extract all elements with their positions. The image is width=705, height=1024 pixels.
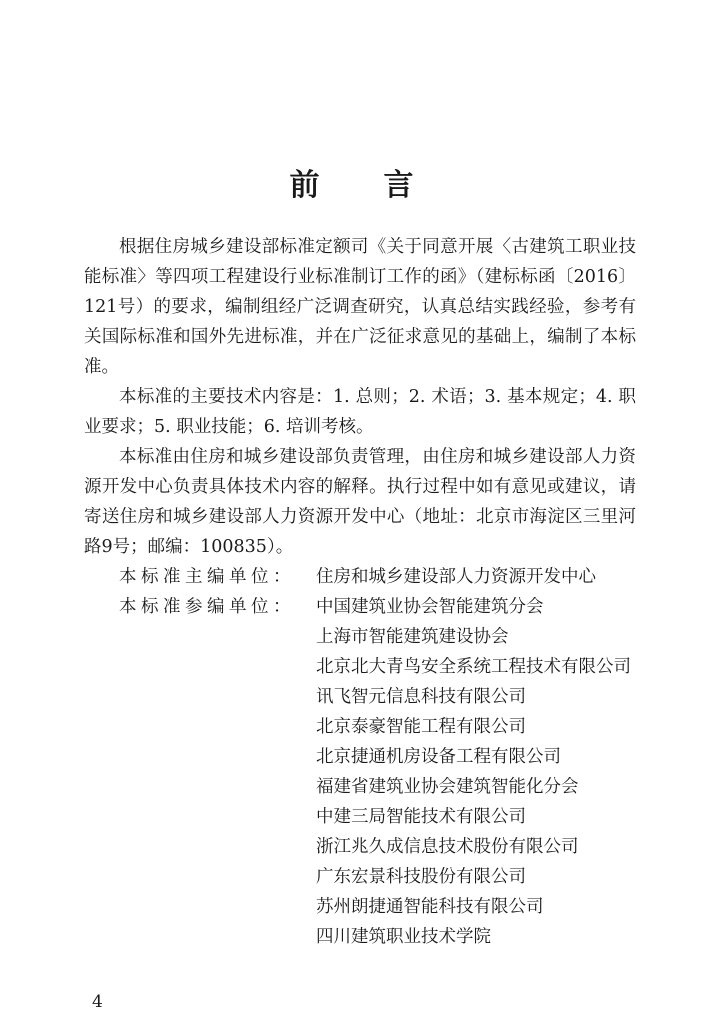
paragraph-contents: 本标准的主要技术内容是：1. 总则；2. 术语；3. 基本规定；4. 职业要求；5. 职业技能；6. 培训考核。 bbox=[84, 387, 636, 437]
page-title bbox=[0, 160, 705, 204]
participating-unit: 广东宏景科技股份有限公司 bbox=[316, 867, 526, 887]
page-number: 4 bbox=[92, 992, 103, 1012]
participating-units-row bbox=[84, 592, 636, 952]
title-char-2: 言 bbox=[383, 168, 416, 203]
participating-unit: 北京北大青鸟安全系统工程技术有限公司 bbox=[316, 657, 631, 677]
participating-unit: 福建省建筑业协会建筑智能化分会 bbox=[316, 777, 579, 797]
participating-unit: 四川建筑职业技术学院 bbox=[316, 927, 491, 947]
participating-unit: 讯飞智元信息科技有限公司 bbox=[316, 687, 526, 707]
participating-unit: 北京泰豪智能工程有限公司 bbox=[316, 717, 526, 737]
units-section bbox=[84, 562, 636, 952]
paragraph-management: 本标准由住房和城乡建设部负责管理，由住房和城乡建设部人力资源开发中心负责具体技术内容的解释。执行过程中如有意见或建议，请寄送住房和城乡建设部人力资源开发中心（地址：北京市海淀区三里河路9号；邮编：100835）。 bbox=[84, 447, 636, 557]
participating-unit: 中国建筑业协会智能建筑分会 bbox=[316, 597, 544, 617]
title-char-1: 前 bbox=[289, 168, 322, 203]
participating-unit: 北京捷通机房设备工程有限公司 bbox=[316, 747, 561, 767]
chief-unit-row bbox=[84, 562, 636, 592]
chief-unit-name: 住房和城乡建设部人力资源开发中心 bbox=[316, 567, 596, 587]
participating-units-list bbox=[316, 592, 636, 952]
participating-unit: 浙江兆久成信息技术股份有限公司 bbox=[316, 837, 579, 857]
participating-unit: 中建三局智能技术有限公司 bbox=[316, 807, 526, 827]
participating-unit: 上海市智能建筑建设协会 bbox=[316, 627, 509, 647]
chief-unit-label: 本标准主编单位： bbox=[119, 567, 295, 587]
foreword-body bbox=[84, 232, 636, 952]
participating-units-label: 本标准参编单位： bbox=[119, 597, 295, 617]
participating-unit: 苏州朗捷通智能科技有限公司 bbox=[316, 897, 544, 917]
paragraph-background: 根据住房城乡建设部标准定额司《关于同意开展〈古建筑工职业技能标准〉等四项工程建设行业标准制订工作的函》（建标标函〔2016〕121号）的要求，编制组经广泛调查研究，认真总结实践经验，参考有关国际标准和国外先进标准，并在广泛征求意见的基础上，编制了本标准。 bbox=[84, 237, 636, 377]
